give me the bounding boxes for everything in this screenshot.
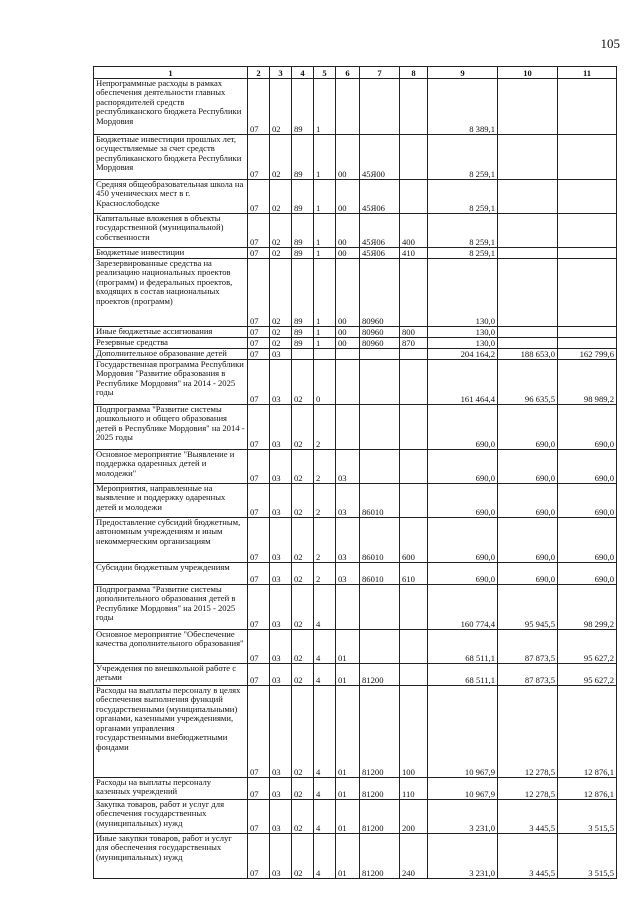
row-value-cell: 690,0	[558, 518, 617, 563]
row-value-cell: 02	[292, 778, 314, 800]
row-value-cell	[400, 484, 428, 518]
row-value-cell	[292, 349, 314, 360]
row-value-cell: 07	[248, 248, 270, 259]
row-value-cell: 07	[248, 135, 270, 180]
row-value-cell: 4	[314, 778, 336, 800]
row-value-cell: 00	[336, 135, 360, 180]
row-value-cell: 03	[270, 686, 292, 778]
row-value-cell	[558, 259, 617, 327]
table-row	[94, 259, 617, 327]
row-value-cell: 1	[314, 180, 336, 214]
table-row	[94, 79, 617, 135]
row-value-cell	[360, 450, 400, 484]
row-value-cell: 02	[292, 834, 314, 879]
row-value-cell: 02	[270, 327, 292, 338]
row-value-cell: 690,0	[558, 405, 617, 450]
row-value-cell: 4	[314, 630, 336, 664]
table-row	[94, 834, 617, 879]
table-row	[94, 327, 617, 338]
row-value-cell: 02	[270, 338, 292, 349]
row-value-cell: 8 259,1	[428, 180, 498, 214]
row-name-cell: Государственная программа Республики Мордовия "Развитие образования в Республике Мордовия" на 2014 - 2025 годы	[94, 360, 248, 405]
row-value-cell: 03	[336, 563, 360, 585]
row-value-cell: 02	[270, 248, 292, 259]
row-value-cell	[400, 450, 428, 484]
row-value-cell	[498, 338, 558, 349]
row-value-cell: 8 259,1	[428, 135, 498, 180]
row-value-cell: 89	[292, 79, 314, 135]
row-value-cell: 01	[336, 834, 360, 879]
row-value-cell	[314, 349, 336, 360]
row-value-cell: 07	[248, 484, 270, 518]
row-value-cell: 00	[336, 248, 360, 259]
table-row	[94, 800, 617, 834]
row-value-cell: 12 278,5	[498, 778, 558, 800]
row-value-cell	[498, 259, 558, 327]
table-row	[94, 338, 617, 349]
row-value-cell: 2	[314, 484, 336, 518]
row-value-cell	[400, 180, 428, 214]
row-value-cell: 03	[270, 630, 292, 664]
row-value-cell: 1	[314, 214, 336, 248]
row-value-cell	[400, 405, 428, 450]
row-value-cell: 86010	[360, 518, 400, 563]
row-value-cell: 07	[248, 405, 270, 450]
row-name-cell: Основное мероприятие "Выявление и поддержка одаренных детей и молодежи"	[94, 450, 248, 484]
row-value-cell	[498, 327, 558, 338]
row-value-cell: 410	[400, 248, 428, 259]
row-value-cell: 1	[314, 259, 336, 327]
column-header: 4	[292, 67, 314, 79]
row-name-cell: Иные закупки товаров, работ и услуг для обеспечения государственных (муниципальных) нужд	[94, 834, 248, 879]
row-value-cell: 07	[248, 563, 270, 585]
row-value-cell: 690,0	[498, 450, 558, 484]
row-value-cell: 690,0	[558, 450, 617, 484]
row-value-cell	[558, 79, 617, 135]
row-value-cell: 89	[292, 135, 314, 180]
header-row	[94, 67, 617, 79]
row-value-cell	[400, 135, 428, 180]
row-value-cell: 690,0	[498, 405, 558, 450]
row-value-cell: 03	[270, 484, 292, 518]
column-header: 11	[558, 67, 617, 79]
row-value-cell: 610	[400, 563, 428, 585]
row-value-cell: 02	[292, 686, 314, 778]
row-value-cell: 162 799,6	[558, 349, 617, 360]
row-value-cell: 2	[314, 450, 336, 484]
table-row	[94, 484, 617, 518]
row-value-cell: 204 164,2	[428, 349, 498, 360]
row-value-cell: 02	[292, 360, 314, 405]
row-value-cell	[336, 360, 360, 405]
row-name-cell: Дополнительное образование детей	[94, 349, 248, 360]
row-value-cell: 110	[400, 778, 428, 800]
row-value-cell: 690,0	[498, 484, 558, 518]
row-value-cell: 800	[400, 327, 428, 338]
row-name-cell: Расходы на выплаты персоналу в целях обеспечения выполнения функций государственными (муниципальными) органами, казенными учреждениями, органами управления государственными внебюджетными фондами	[94, 686, 248, 778]
row-value-cell: 8 259,1	[428, 248, 498, 259]
row-value-cell: 01	[336, 630, 360, 664]
row-value-cell: 01	[336, 664, 360, 686]
row-value-cell	[558, 248, 617, 259]
row-value-cell: 4	[314, 834, 336, 879]
row-value-cell: 07	[248, 214, 270, 248]
row-name-cell: Бюджетные инвестиции	[94, 248, 248, 259]
row-value-cell: 3 515,5	[558, 834, 617, 879]
row-value-cell	[558, 327, 617, 338]
row-value-cell	[336, 349, 360, 360]
row-value-cell: 00	[336, 327, 360, 338]
row-name-cell: Расходы на выплаты персоналу казенных учреждений	[94, 778, 248, 800]
row-value-cell: 01	[336, 778, 360, 800]
row-value-cell: 1	[314, 338, 336, 349]
row-name-cell: Подпрограмма "Развитие системы дополнительного образования детей в Республике Мордовия" на 2015 - 2025 годы	[94, 585, 248, 630]
column-header: 2	[248, 67, 270, 79]
table-row	[94, 450, 617, 484]
row-value-cell: 68 511,1	[428, 630, 498, 664]
row-value-cell: 07	[248, 327, 270, 338]
table-row	[94, 180, 617, 214]
row-value-cell: 03	[336, 450, 360, 484]
row-value-cell: 690,0	[498, 518, 558, 563]
row-value-cell: 03	[270, 349, 292, 360]
row-value-cell: 87 873,5	[498, 664, 558, 686]
budget-table	[93, 66, 617, 879]
row-name-cell: Подпрограмма "Развитие системы дошкольного и общего образования детей в Республике Мордовия" на 2014 - 2025 годы	[94, 405, 248, 450]
row-name-cell: Мероприятия, направленные на выявление и поддержку одаренных детей и молодежи	[94, 484, 248, 518]
row-value-cell: 89	[292, 248, 314, 259]
row-value-cell: 81200	[360, 834, 400, 879]
row-value-cell: 07	[248, 79, 270, 135]
row-value-cell: 10 967,9	[428, 686, 498, 778]
row-value-cell: 690,0	[558, 563, 617, 585]
row-value-cell: 870	[400, 338, 428, 349]
row-value-cell	[558, 180, 617, 214]
row-value-cell: 01	[336, 800, 360, 834]
row-value-cell	[400, 259, 428, 327]
row-value-cell: 80960	[360, 338, 400, 349]
row-value-cell: 07	[248, 585, 270, 630]
row-value-cell: 96 635,5	[498, 360, 558, 405]
row-name-cell: Учреждения по внешкольной работе с детьми	[94, 664, 248, 686]
row-name-cell: Средняя общеобразовательная школа на 450 ученических мест в г. Краснослободске	[94, 180, 248, 214]
row-value-cell: 03	[270, 585, 292, 630]
column-header: 3	[270, 67, 292, 79]
table-row	[94, 360, 617, 405]
row-value-cell: 02	[292, 664, 314, 686]
row-value-cell: 02	[270, 259, 292, 327]
row-value-cell: 690,0	[498, 563, 558, 585]
column-header: 6	[336, 67, 360, 79]
row-value-cell	[400, 349, 428, 360]
table-row	[94, 686, 617, 778]
row-value-cell: 4	[314, 585, 336, 630]
row-value-cell: 07	[248, 180, 270, 214]
table-body	[94, 79, 617, 879]
row-value-cell: 3 445,5	[498, 834, 558, 879]
row-value-cell: 80960	[360, 327, 400, 338]
row-value-cell: 07	[248, 800, 270, 834]
row-value-cell: 2	[314, 405, 336, 450]
row-value-cell: 86010	[360, 563, 400, 585]
row-value-cell: 4	[314, 664, 336, 686]
row-value-cell	[400, 360, 428, 405]
column-header: 10	[498, 67, 558, 79]
row-value-cell: 690,0	[428, 563, 498, 585]
row-value-cell: 80960	[360, 259, 400, 327]
table-row	[94, 349, 617, 360]
column-header: 1	[94, 67, 248, 79]
row-value-cell: 07	[248, 778, 270, 800]
row-value-cell: 00	[336, 214, 360, 248]
row-value-cell: 1	[314, 79, 336, 135]
row-value-cell: 89	[292, 180, 314, 214]
column-header: 9	[428, 67, 498, 79]
table-row	[94, 214, 617, 248]
table-row	[94, 405, 617, 450]
row-value-cell: 03	[270, 664, 292, 686]
row-value-cell	[360, 79, 400, 135]
row-value-cell: 95 627,2	[558, 630, 617, 664]
row-name-cell: Основное мероприятие "Обеспечение качества дополнительного образования"	[94, 630, 248, 664]
row-value-cell: 07	[248, 349, 270, 360]
row-value-cell: 3 231,0	[428, 834, 498, 879]
row-value-cell	[400, 79, 428, 135]
row-value-cell: 03	[270, 800, 292, 834]
row-value-cell	[558, 214, 617, 248]
row-value-cell: 02	[292, 450, 314, 484]
row-value-cell	[360, 349, 400, 360]
row-value-cell: 690,0	[558, 484, 617, 518]
row-name-cell: Бюджетные инвестиции прошлых лет, осуществляемые за счет средств республиканского бюджета Республики Мордовия	[94, 135, 248, 180]
row-value-cell: 12 876,1	[558, 778, 617, 800]
row-value-cell: 600	[400, 518, 428, 563]
row-value-cell: 03	[270, 405, 292, 450]
row-value-cell: 95 627,2	[558, 664, 617, 686]
row-value-cell: 4	[314, 686, 336, 778]
row-value-cell: 2	[314, 518, 336, 563]
column-header: 8	[400, 67, 428, 79]
page-number: 105	[600, 36, 620, 51]
row-value-cell: 130,0	[428, 259, 498, 327]
row-value-cell	[360, 585, 400, 630]
table-row	[94, 135, 617, 180]
row-value-cell: 00	[336, 180, 360, 214]
row-value-cell: 03	[270, 834, 292, 879]
row-value-cell: 81200	[360, 778, 400, 800]
row-value-cell	[498, 248, 558, 259]
row-name-cell: Капитальные вложения в объекты государственной (муниципальной) собственности	[94, 214, 248, 248]
row-value-cell: 45Я06	[360, 180, 400, 214]
row-value-cell	[360, 405, 400, 450]
row-value-cell: 07	[248, 338, 270, 349]
row-value-cell: 07	[248, 518, 270, 563]
row-value-cell: 03	[270, 450, 292, 484]
column-header: 7	[360, 67, 400, 79]
row-value-cell: 130,0	[428, 327, 498, 338]
row-value-cell: 07	[248, 450, 270, 484]
row-value-cell: 87 873,5	[498, 630, 558, 664]
row-value-cell: 690,0	[428, 518, 498, 563]
row-value-cell	[558, 338, 617, 349]
row-value-cell	[498, 79, 558, 135]
row-value-cell: 89	[292, 214, 314, 248]
row-value-cell: 12 876,1	[558, 686, 617, 778]
row-value-cell: 45Я00	[360, 135, 400, 180]
row-value-cell: 690,0	[428, 405, 498, 450]
row-value-cell: 1	[314, 327, 336, 338]
row-value-cell: 03	[270, 778, 292, 800]
row-value-cell: 81200	[360, 664, 400, 686]
row-value-cell: 03	[336, 518, 360, 563]
row-value-cell: 00	[336, 259, 360, 327]
row-name-cell: Иные бюджетные ассигнования	[94, 327, 248, 338]
row-value-cell	[336, 79, 360, 135]
row-value-cell: 240	[400, 834, 428, 879]
row-value-cell: 07	[248, 259, 270, 327]
row-value-cell: 03	[270, 518, 292, 563]
row-name-cell: Закупка товаров, работ и услуг для обеспечения государственных (муниципальных) нужд	[94, 800, 248, 834]
row-value-cell: 130,0	[428, 338, 498, 349]
table-row	[94, 248, 617, 259]
row-value-cell: 89	[292, 338, 314, 349]
row-value-cell: 81200	[360, 800, 400, 834]
table-row	[94, 585, 617, 630]
row-value-cell: 95 945,5	[498, 585, 558, 630]
row-value-cell: 8 389,1	[428, 79, 498, 135]
row-value-cell	[400, 630, 428, 664]
table-row	[94, 518, 617, 563]
row-value-cell: 02	[270, 135, 292, 180]
row-value-cell: 10 967,9	[428, 778, 498, 800]
row-value-cell: 690,0	[428, 450, 498, 484]
row-value-cell	[400, 664, 428, 686]
column-header: 5	[314, 67, 336, 79]
row-value-cell: 3 445,5	[498, 800, 558, 834]
row-name-cell: Субсидии бюджетным учреждениям	[94, 563, 248, 585]
row-value-cell: 02	[270, 180, 292, 214]
row-value-cell: 03	[270, 360, 292, 405]
row-value-cell: 98 989,2	[558, 360, 617, 405]
row-value-cell	[336, 585, 360, 630]
row-value-cell: 02	[292, 630, 314, 664]
row-name-cell: Зарезервированные средства на реализацию национальных проектов (программ) и федеральных проектов, входящих в состав национальных проектов (программ)	[94, 259, 248, 327]
row-value-cell: 07	[248, 630, 270, 664]
row-value-cell	[360, 360, 400, 405]
row-value-cell: 690,0	[428, 484, 498, 518]
row-value-cell: 400	[400, 214, 428, 248]
row-value-cell: 02	[292, 484, 314, 518]
row-value-cell: 100	[400, 686, 428, 778]
table-row	[94, 778, 617, 800]
row-value-cell: 07	[248, 360, 270, 405]
row-value-cell: 8 259,1	[428, 214, 498, 248]
row-value-cell: 200	[400, 800, 428, 834]
row-value-cell: 3 515,5	[558, 800, 617, 834]
row-value-cell: 07	[248, 686, 270, 778]
row-value-cell: 81200	[360, 686, 400, 778]
row-value-cell	[498, 135, 558, 180]
row-value-cell: 188 653,0	[498, 349, 558, 360]
row-value-cell: 00	[336, 338, 360, 349]
row-value-cell: 12 278,5	[498, 686, 558, 778]
row-value-cell: 86010	[360, 484, 400, 518]
row-value-cell: 02	[292, 585, 314, 630]
row-value-cell	[498, 214, 558, 248]
row-value-cell: 160 774,4	[428, 585, 498, 630]
row-name-cell: Предоставление субсидий бюджетным, автономным учреждениям и иным некоммерческим организациям	[94, 518, 248, 563]
row-value-cell: 89	[292, 327, 314, 338]
row-value-cell: 0	[314, 360, 336, 405]
row-value-cell: 03	[336, 484, 360, 518]
row-value-cell: 02	[292, 563, 314, 585]
row-value-cell: 98 299,2	[558, 585, 617, 630]
row-value-cell: 45Я06	[360, 248, 400, 259]
row-name-cell: Резервные средства	[94, 338, 248, 349]
row-value-cell: 3 231,0	[428, 800, 498, 834]
row-value-cell: 68 511,1	[428, 664, 498, 686]
row-value-cell: 01	[336, 686, 360, 778]
row-name-cell: Непрограммные расходы в рамках обеспечения деятельности главных распорядителей средств республиканского бюджета Республики Мордовия	[94, 79, 248, 135]
row-value-cell: 02	[292, 518, 314, 563]
table-row	[94, 664, 617, 686]
row-value-cell: 161 464,4	[428, 360, 498, 405]
row-value-cell	[336, 405, 360, 450]
row-value-cell: 07	[248, 834, 270, 879]
row-value-cell: 02	[292, 800, 314, 834]
table-row	[94, 630, 617, 664]
row-value-cell	[558, 135, 617, 180]
row-value-cell: 89	[292, 259, 314, 327]
row-value-cell: 07	[248, 664, 270, 686]
table-row	[94, 563, 617, 585]
row-value-cell	[498, 180, 558, 214]
row-value-cell: 1	[314, 135, 336, 180]
row-value-cell: 02	[270, 79, 292, 135]
row-value-cell: 02	[292, 405, 314, 450]
row-value-cell: 2	[314, 563, 336, 585]
row-value-cell	[400, 585, 428, 630]
row-value-cell: 03	[270, 563, 292, 585]
row-value-cell: 4	[314, 800, 336, 834]
row-value-cell	[360, 630, 400, 664]
row-value-cell: 02	[270, 214, 292, 248]
row-value-cell: 1	[314, 248, 336, 259]
row-value-cell: 45Я06	[360, 214, 400, 248]
